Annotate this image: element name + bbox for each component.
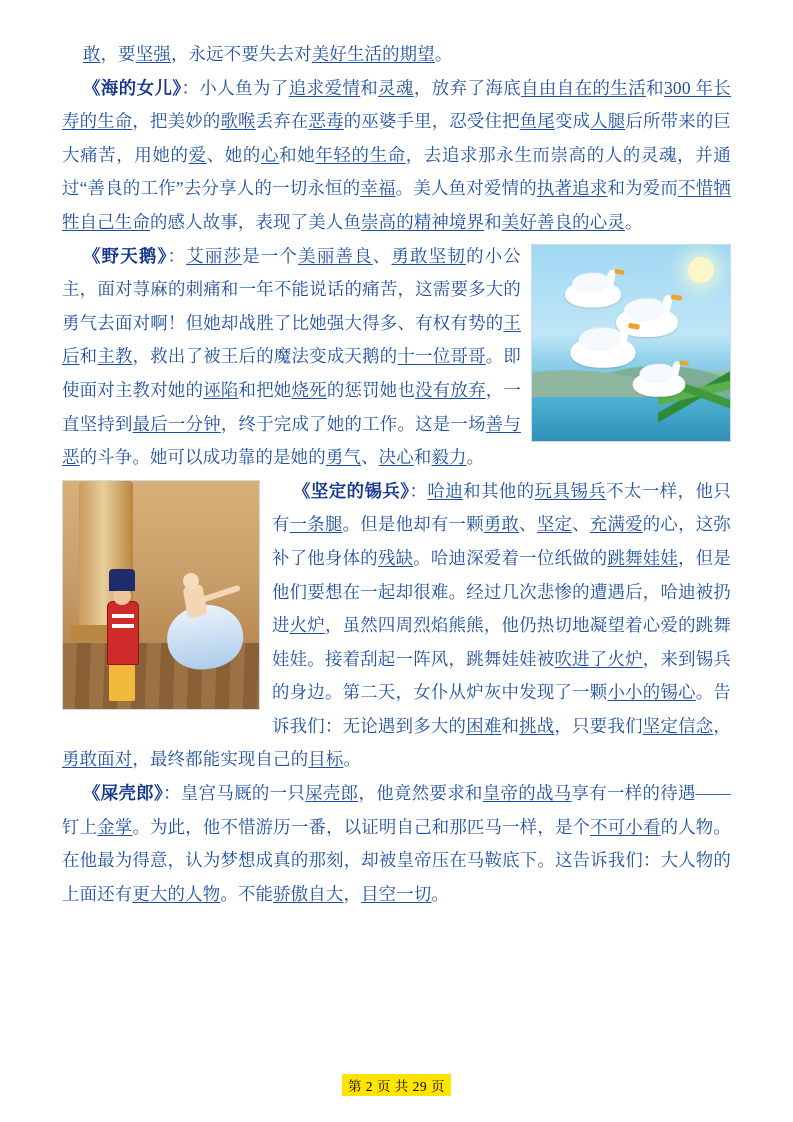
- swan-icon: [570, 336, 635, 368]
- text-run: 、: [372, 245, 392, 266]
- text-run: 。即使面对主教对她的: [62, 346, 521, 400]
- page-footer: [0, 1074, 793, 1096]
- text-run: 残缺: [377, 547, 414, 568]
- dancer-head: [183, 573, 199, 589]
- text-run: 和: [501, 715, 520, 736]
- text-run: ：: [409, 480, 428, 501]
- paragraph-little-mermaid: [62, 72, 731, 240]
- text-run: 、她的: [206, 144, 262, 165]
- soldier-hat: [109, 569, 135, 591]
- text-run: 。美人鱼对爱情的: [395, 178, 537, 199]
- text-run: 十一位哥哥: [397, 346, 486, 367]
- text-run: 和: [646, 77, 665, 98]
- text-run: 爱: [188, 144, 207, 165]
- text-run: 人腿: [590, 111, 626, 132]
- text-run: 跳舞娃娃: [607, 547, 679, 568]
- story-title-little-mermaid: 《海的女儿》: [83, 77, 182, 98]
- sun-icon: [688, 257, 714, 283]
- text-run: 和其他的: [463, 480, 535, 501]
- text-run: 300 年长寿的生命: [62, 77, 732, 132]
- text-run: 、: [519, 514, 537, 535]
- text-run: 歌喉: [220, 111, 256, 132]
- text-run: 。哈迪深爱着一位纸做的: [413, 547, 608, 568]
- text-run: ，去追求那永生而崇高的人的灵魂，并通过“善良的工作”去分享人的一切永恒的: [62, 144, 731, 199]
- text-run: 灵魂: [378, 77, 414, 98]
- text-run: 艾丽莎: [186, 245, 243, 266]
- text-run: 敢: [83, 44, 101, 64]
- text-run: 和: [79, 346, 98, 367]
- text-run: 执著追求: [536, 178, 608, 199]
- text-run: 勇敢面对: [62, 749, 133, 770]
- text-run: ：皇宫马厩的一只: [163, 783, 306, 804]
- text-run: 和她: [279, 144, 316, 165]
- text-run: 变成: [554, 111, 591, 132]
- image-tin-soldier: [62, 480, 260, 710]
- text-run: 的人物。在他最为得意，认为梦想成真的那刻，却被皇帝压在马鞍底下。这告诉我们：大人物的上面还有: [62, 816, 731, 904]
- text-run: 吹进了火炉: [554, 648, 643, 669]
- text-run: 决心: [378, 447, 414, 468]
- text-run: 善与恶: [62, 413, 521, 468]
- text-run: ：: [167, 245, 187, 266]
- page-number: 第 2 页 共 29 页: [342, 1074, 451, 1096]
- text-run: 坚定: [536, 514, 573, 535]
- story-title-dung-beetle: 《屎壳郎》: [83, 783, 164, 804]
- text-run: 和: [484, 211, 502, 232]
- text-run: 一条腿: [289, 514, 343, 535]
- text-run: 。不能: [220, 883, 274, 904]
- image-wild-swans: [531, 244, 731, 442]
- text-run: 自由自在的生活: [521, 77, 647, 98]
- text-run: 和为爱而: [607, 178, 679, 199]
- text-run: 火炉: [289, 615, 325, 636]
- text-run: 毅力: [431, 447, 467, 468]
- text-run: 。告诉我们：无论遇到多大的: [272, 682, 731, 736]
- text-run: 不可小看: [590, 816, 661, 837]
- text-run: 最后一分钟: [132, 413, 221, 434]
- text-run: ，救出了被王后的魔法变成天鹅的: [132, 346, 398, 367]
- text-run: 。: [466, 447, 485, 468]
- document-body: [62, 38, 731, 911]
- text-run: 困难: [466, 715, 502, 736]
- text-run: 和把她: [238, 379, 292, 400]
- text-run: 享有一样的待遇——钉上: [62, 783, 731, 837]
- text-run: ，永远不要失去对: [170, 44, 312, 64]
- paragraph-intro-tail: [62, 38, 731, 72]
- text-run: 追求爱情: [288, 77, 361, 98]
- text-run: ，放弃了海底: [413, 77, 522, 98]
- text-run: 金掌: [97, 816, 133, 837]
- soldier-legs: [109, 663, 135, 701]
- text-run: 。: [434, 44, 453, 64]
- text-run: 后所带来的巨大痛苦，用她的: [62, 111, 732, 165]
- text-run: 幸福: [360, 178, 396, 199]
- text-run: ，一直坚持到: [62, 379, 521, 434]
- text-run: 目空一切: [361, 883, 432, 904]
- text-run: 坚强: [135, 44, 171, 64]
- text-run: 恶毒: [308, 111, 344, 132]
- text-run: 屎壳郎: [305, 783, 359, 804]
- text-run: 的心，这弥补了他身体的: [272, 514, 731, 568]
- text-run: 主教: [97, 346, 133, 367]
- text-run: 。为此，他不惜游历一番，以证明自己和那匹马一样，是个: [132, 816, 591, 837]
- text-run: 的小公主，面对荨麻的刺痛和一年不能说话的痛苦，这需要多大的勇气去面对啊！但她却战胜了比她强大得多、有权有势的: [62, 245, 521, 333]
- text-run: ，最终都能实现自己的: [132, 749, 309, 770]
- text-run: 皇帝的战马: [482, 783, 572, 804]
- text-run: 没有放弃: [415, 379, 486, 400]
- text-run: 。: [431, 883, 450, 904]
- text-run: 美好生活的期望: [311, 44, 435, 64]
- text-run: ：小人鱼为了: [181, 77, 289, 98]
- text-run: 和: [360, 77, 379, 98]
- text-run: ，他竟然要求和: [358, 783, 483, 804]
- text-run: ，但是他们要想在一起却很难。经过几次悲惨的遭遇后，哈迪被扔进: [272, 547, 731, 636]
- text-run: 和: [413, 447, 432, 468]
- text-run: 心: [261, 144, 280, 165]
- text-run: 哈迪: [427, 480, 464, 501]
- soldier-body: [107, 601, 139, 665]
- text-run: 不太一样，他只有: [272, 480, 731, 535]
- text-run: 。: [343, 749, 362, 770]
- text-run: 年轻的生命: [315, 144, 406, 165]
- text-run: 美好善良的心灵: [501, 211, 625, 232]
- swan-icon: [633, 371, 686, 397]
- text-run: ，来到锡兵的身边。第二天，女仆从炉灰中发现了一颗: [272, 648, 731, 703]
- text-run: 挑战: [519, 715, 555, 736]
- text-run: 目标: [308, 749, 344, 770]
- text-run: ，: [713, 715, 731, 736]
- text-run: ，虽然四周烈焰熊熊，他仍热切地凝望着心爱的跳舞娃娃。接着刮起一阵风，跳舞娃娃被: [272, 615, 731, 669]
- text-run: ，要: [100, 44, 136, 64]
- text-run: 勇气: [325, 447, 362, 468]
- text-run: 、: [572, 514, 590, 535]
- text-run: 的斗争。她可以成功靠的是她的: [79, 447, 326, 468]
- text-run: ，终于完成了她的工作。这是一场: [220, 413, 486, 434]
- text-run: 美丽善良: [298, 245, 373, 266]
- text-run: 玩具锡兵: [534, 480, 607, 501]
- text-run: 诬陷: [203, 379, 239, 400]
- story-title-wild-swans: 《野天鹅》: [83, 245, 168, 266]
- text-run: 充满爱: [589, 514, 643, 535]
- text-run: 的惩罚她也: [326, 379, 416, 400]
- swan-icon: [565, 280, 621, 307]
- text-run: 王后: [62, 312, 521, 367]
- text-run: 不惜牺牲自己生命: [62, 178, 731, 232]
- text-run: 勇敢: [483, 514, 520, 535]
- text-run: 崇高的精神境界: [361, 211, 485, 232]
- text-run: ，只要我们: [554, 715, 643, 736]
- text-run: 小小的锡心: [607, 682, 696, 703]
- text-run: ，: [343, 883, 362, 904]
- paragraph-dung-beetle: [62, 777, 731, 911]
- text-run: 骄傲自大: [273, 883, 344, 904]
- text-run: ，把美妙的: [132, 111, 221, 132]
- text-run: 。: [624, 211, 643, 232]
- text-run: 更大的人物: [132, 883, 221, 904]
- text-run: 。但是他却有一颗: [342, 514, 484, 535]
- text-run: 的巫婆手里，忍受住把: [343, 111, 520, 132]
- text-run: 坚定信念: [642, 715, 714, 736]
- text-run: 丢弃在: [255, 111, 309, 132]
- text-run: 烧死: [291, 379, 327, 400]
- text-run: 的感人故事，表现了美人鱼: [149, 211, 362, 232]
- text-run: 、: [361, 447, 379, 468]
- text-run: 鱼尾: [519, 111, 555, 132]
- text-run: 是一个: [242, 245, 299, 266]
- text-run: 勇敢坚韧: [391, 245, 467, 266]
- dancer-arm: [199, 584, 241, 603]
- story-title-tin-soldier: 《坚定的锡兵》: [293, 480, 410, 501]
